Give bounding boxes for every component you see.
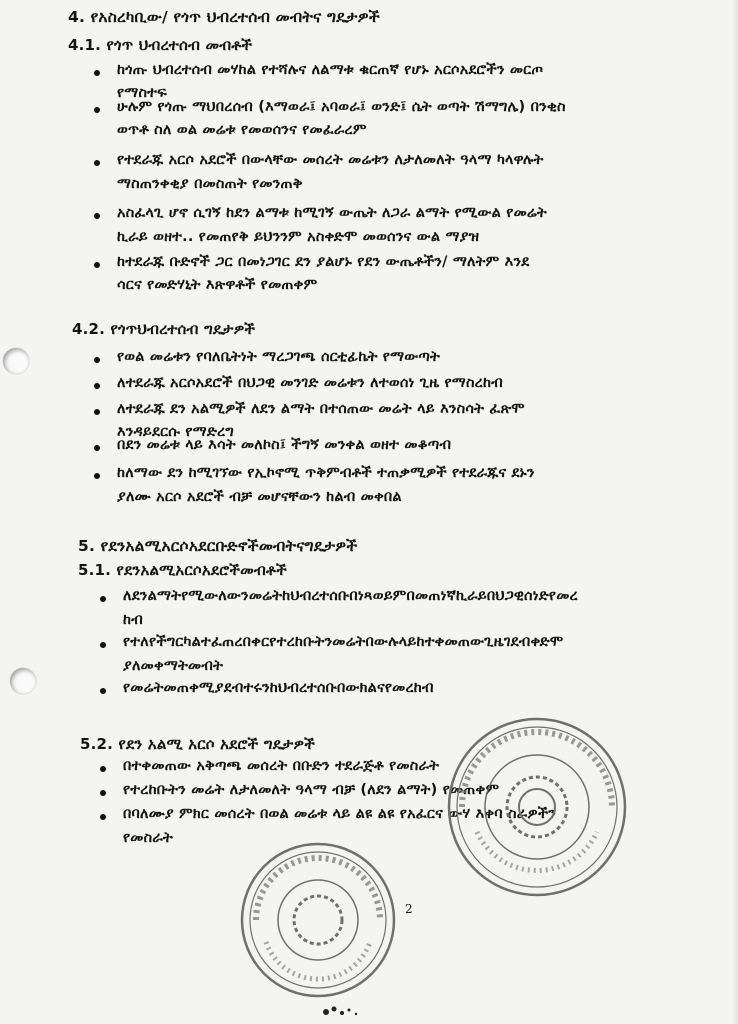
list-item-line: ማስጠንቀቂያ በመስጠት የመንጠቅ bbox=[117, 176, 303, 192]
bullet-icon bbox=[100, 766, 106, 772]
list-item-line: በተቀመጠው አቅጣጫ መሰረት በቡድን ተደራጅቶ የመስራት bbox=[123, 758, 440, 774]
bullet-icon bbox=[94, 473, 100, 479]
list-item-line: የተለየችግርካልተፈጠረበቀርየተረከቡትንመሬትበውሉላይከተቀመጠውጊዜገደብቀድሞ bbox=[123, 634, 564, 650]
punch-hole-top bbox=[3, 348, 29, 374]
section-4-1-title: 4.1. የጎጥ ህብረተሰብ መብቶች bbox=[68, 36, 253, 54]
page-edge-shadow bbox=[732, 0, 738, 1024]
list-item-line: አስፈላጊ ሆኖ ሲገኝ ከደን ልማቱ ከሚገኝ ውጤት ለጋራ ልማት የሚውል የመሬት bbox=[117, 205, 547, 221]
list-item-line: ከለማው ደን ከሚገኘው የኢኮኖሚ ጥቅምብቶች ተጠቃሚዎች የተደራጁና ደኑን bbox=[117, 465, 535, 481]
list-item-line: እንዳይደርሱ የማድረግ bbox=[117, 424, 234, 440]
list-item-line: ለተደራጁ አርሶአደሮች በህጋዊ መንገድ መሬቱን ለተወሰነ ጊዜ የማስረከብ bbox=[117, 375, 503, 391]
bullet-icon bbox=[94, 213, 100, 219]
section-4-title: 4. የአስረካቢው/ የጎጥ ህብረተሰብ መብትና ግዴታዎች bbox=[68, 8, 380, 26]
list-item-line: ከተደራጁ ቡድኖች ጋር በመነጋገር ደን ያልሆኑ የደን ውጤቶችን/ ማለትም እንደ bbox=[117, 254, 530, 270]
list-item-line: በደን መሬቱ ላይ እሳት መለኮስ፤ ችግኝ መንቀል ወዘተ መቆጣብ bbox=[117, 437, 452, 453]
bullet-icon bbox=[94, 160, 100, 166]
list-item-line: ወጥቶ ስለ ወል መሬቱ የመወሰንና የመፈራረም bbox=[117, 122, 367, 138]
list-item-line: ሁሉም የጎጡ ማህበረሰብ (እማወራ፤ አባወራ፤ ወንድ፤ ሴት ወጣት ሽማግሌ) በንቂስ bbox=[117, 99, 566, 115]
list-item-line: ለተደራጁ ደን አልሚዎች ለደን ልማት በተሰጠው መሬት ላይ እንስሳት ፈጽሞ bbox=[117, 401, 525, 417]
list-item-line: የመስራት bbox=[123, 830, 173, 846]
bullet-icon bbox=[100, 814, 106, 820]
section-5-title: 5. የደንአልሚአርሶአደርቡድኖችመብትናግዴታዎች bbox=[78, 537, 358, 555]
bullet-icon bbox=[94, 445, 100, 451]
official-stamp-right bbox=[442, 712, 632, 902]
list-item-line: ያለመቀማትመብት bbox=[123, 658, 224, 674]
list-item-line: ሳርና የመድሃኒት እጽዋቶች የመጠቀም bbox=[117, 277, 318, 293]
bullet-icon bbox=[100, 790, 106, 796]
section-4-2-title: 4.2. የጎጥህብረተሰብ ግዴታዎች bbox=[72, 320, 256, 338]
list-item-line: የመሬትመጠቀሚያደብተሩንከህብረተሰቡበውክልናየመረከብ bbox=[123, 680, 434, 696]
list-item-line: የማስተፍ bbox=[117, 85, 167, 101]
bullet-icon bbox=[94, 107, 100, 113]
list-item-line: የተደራጁ አርሶ አደሮች በውላቸው መሰረት መሬቱን ለታለመለት ዓላማ ካላዋሉት bbox=[117, 152, 544, 168]
list-item-line: ያለሙ አርሶ አደሮች ብቻ መሆናቸውን ከልብ መቀበል bbox=[117, 489, 402, 505]
bullet-icon bbox=[94, 383, 100, 389]
bullet-icon bbox=[100, 596, 106, 602]
bullet-icon bbox=[94, 70, 100, 76]
bullet-icon bbox=[100, 688, 106, 694]
list-item-line: የተረከቡትን መሬት ለታለመለት ዓላማ ብቻ (ለደን ልማት) የመጠቀም bbox=[123, 782, 500, 798]
section-5-2-title: 5.2. የደን አልሚ አርሶ አደሮች ግዴታዎች bbox=[80, 735, 316, 753]
bullet-icon bbox=[94, 262, 100, 268]
list-item-line: በባለሙያ ምክር መሰረት በወል መሬቱ ላይ ልዩ ልዩ የአፈርና ውሃ እቀባ ስራዎችን bbox=[123, 806, 557, 822]
list-item-line: የወል መሬቱን የባለቤትነት ማረጋገጫ ሰርቲፊኬት የማውጣት bbox=[117, 349, 441, 365]
list-item-line: ከብ bbox=[123, 612, 143, 628]
section-5-1-title: 5.1. የደንአልሚአርሶአደሮችመብቶች bbox=[78, 561, 287, 579]
official-stamp-left bbox=[238, 840, 398, 1000]
ink-smudge bbox=[316, 1000, 366, 1020]
punch-hole-bottom bbox=[10, 668, 36, 694]
bullet-icon bbox=[94, 357, 100, 363]
list-item-line: ለደንልማትየሚውለውንመሬትከህብረተሰቡበነጻወይምበመጠነኛኪራይበህጋዊሰነድየመረ bbox=[123, 588, 578, 604]
bullet-icon bbox=[100, 642, 106, 648]
bullet-icon bbox=[94, 409, 100, 415]
list-item-line: ከጎጡ ህብረተሰብ መሃከል የተሻሉና ለልማቱ ቁርጠኛ የሆኑ አርሶአደሮችን መርጦ bbox=[117, 62, 544, 78]
page-number: 2 bbox=[405, 902, 413, 916]
list-item-line: ኪራይ ወዘተ.. የመጠየቅ ይህንንም አስቀድሞ መወሰንና ውል ማያዝ bbox=[117, 229, 480, 245]
